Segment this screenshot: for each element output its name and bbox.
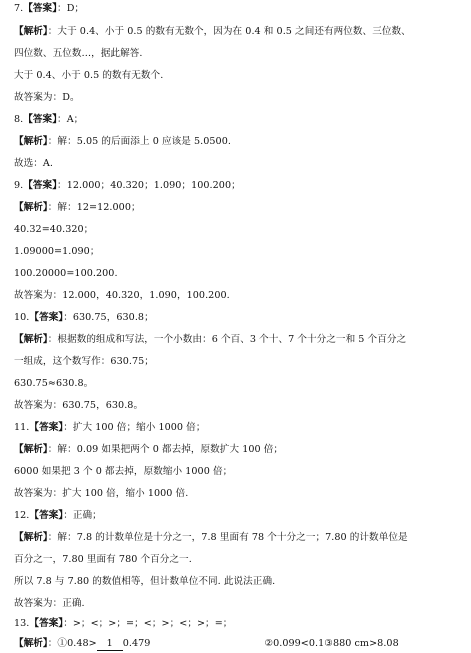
text-line	[14, 376, 453, 392]
line-text: ：正确；	[63, 510, 102, 521]
part1-suffix: 0.479	[122, 638, 151, 649]
analysis-label: 【解析】	[14, 202, 48, 213]
answer-label: 【答案】	[23, 180, 58, 191]
analysis-line	[14, 24, 453, 40]
line-text: 百分之一，7.80 里面有 780 个百分之一.	[14, 554, 192, 565]
part2-text: ②0.099<0.1③880 cm>8.08	[264, 638, 399, 649]
line-text: ：>；<；>；=；<；>；<；>；=；	[63, 618, 233, 629]
answer-line-7	[14, 1, 453, 17]
line-text: ：630.75，630.8；	[63, 312, 154, 323]
line-text: 四位数、五位数…，据此解答.	[14, 48, 143, 59]
answer-line-8	[14, 112, 453, 128]
answer-line-11	[14, 420, 453, 436]
text-line	[14, 486, 453, 502]
answer-line-9	[14, 178, 453, 194]
answer-label: 【答案】	[23, 3, 58, 14]
question-number: 13.	[14, 618, 30, 629]
text-line	[14, 156, 453, 172]
text-line	[14, 354, 453, 370]
question-number: 7.	[14, 3, 24, 14]
line-text: 630.75≈630.8。	[14, 378, 94, 389]
line-text: 40.32=40.320；	[14, 224, 94, 235]
fill-blank: 1	[97, 638, 123, 651]
text-line	[14, 552, 453, 568]
question-number: 11.	[14, 422, 30, 433]
line-text: ：解：0.09 如果把两个 0 都去掉，原数扩大 100 倍；	[47, 444, 284, 455]
part1-prefix: ：①0.48>	[47, 638, 97, 649]
analysis-line	[14, 442, 453, 458]
answer-label: 【答案】	[29, 618, 64, 629]
analysis-label: 【解析】	[14, 444, 48, 455]
line-text: ：D；	[57, 3, 85, 14]
line-text: 故答案为：正确.	[14, 598, 85, 609]
analysis-line	[14, 530, 453, 546]
line-text: 1.09000=1.090；	[14, 246, 100, 257]
text-line	[14, 266, 453, 282]
line-text: ：A；	[57, 114, 84, 125]
line-text: ：解：5.05 的后面添上 0 应该是 5.0500.	[47, 136, 231, 147]
line-text: 故答案为：630.75，630.8。	[14, 400, 144, 411]
analysis-line	[14, 134, 453, 150]
text-line	[14, 398, 453, 414]
line-text: ：扩大 100 倍；缩小 1000 倍；	[63, 422, 206, 433]
text-line	[14, 46, 453, 62]
text-line	[14, 68, 453, 84]
answer-label: 【答案】	[29, 312, 64, 323]
answer-label: 【答案】	[23, 114, 58, 125]
question-number: 8.	[14, 114, 24, 125]
line-text: ：解：7.8 的计数单位是十分之一，7.8 里面有 78 个十分之一；7.80 的计数单位是	[47, 532, 408, 543]
line-text: 故答案为：12.000，40.320，1.090，100.200.	[14, 290, 230, 301]
analysis-label: 【解析】	[14, 638, 48, 649]
line-text: ：12.000；40.320；1.090；100.200；	[57, 180, 241, 191]
analysis-line-last	[14, 636, 463, 652]
answer-label: 【答案】	[29, 510, 64, 521]
line-text: ：根据数的组成和写法，一个小数由：6 个百、3 个十、7 个十分之一和 5 个百分之	[47, 334, 407, 345]
answer-line-13	[14, 616, 453, 632]
line-text: 故答案为：D。	[14, 92, 80, 103]
text-line	[14, 596, 453, 612]
line-text: 一组成，这个数写作：630.75；	[14, 356, 154, 367]
text-line	[14, 244, 453, 260]
answer-line-10	[14, 310, 453, 326]
analysis-line	[14, 332, 453, 348]
question-number: 12.	[14, 510, 30, 521]
line-text: ：大于 0.4、小于 0.5 的数有无数个，因为在 0.4 和 0.5 之间还有两位数、三位数、	[47, 26, 411, 37]
line-text: 100.20000=100.200.	[14, 268, 118, 279]
line-text: 6000 如果把 3 个 0 都去掉，原数缩小 1000 倍；	[14, 466, 233, 477]
analysis-line	[14, 200, 453, 216]
analysis-label: 【解析】	[14, 334, 48, 345]
answer-line-12	[14, 508, 453, 524]
text-line	[14, 90, 453, 106]
analysis-label: 【解析】	[14, 136, 48, 147]
line-text: 故选：A.	[14, 158, 54, 169]
line-text: ：解：12=12.000；	[47, 202, 141, 213]
answer-label: 【答案】	[29, 422, 64, 433]
text-line	[14, 222, 453, 238]
analysis-label: 【解析】	[14, 532, 48, 543]
text-line	[14, 464, 453, 480]
question-number: 9.	[14, 180, 24, 191]
line-text: 所以 7.8 与 7.80 的数值相等，但计数单位不同. 此说法正确.	[14, 576, 276, 587]
question-number: 10.	[14, 312, 30, 323]
text-line	[14, 288, 453, 304]
text-line	[14, 574, 453, 590]
analysis-label: 【解析】	[14, 26, 48, 37]
line-text: 大于 0.4、小于 0.5 的数有无数个.	[14, 70, 164, 81]
line-text: 故答案为：扩大 100 倍，缩小 1000 倍.	[14, 488, 189, 499]
